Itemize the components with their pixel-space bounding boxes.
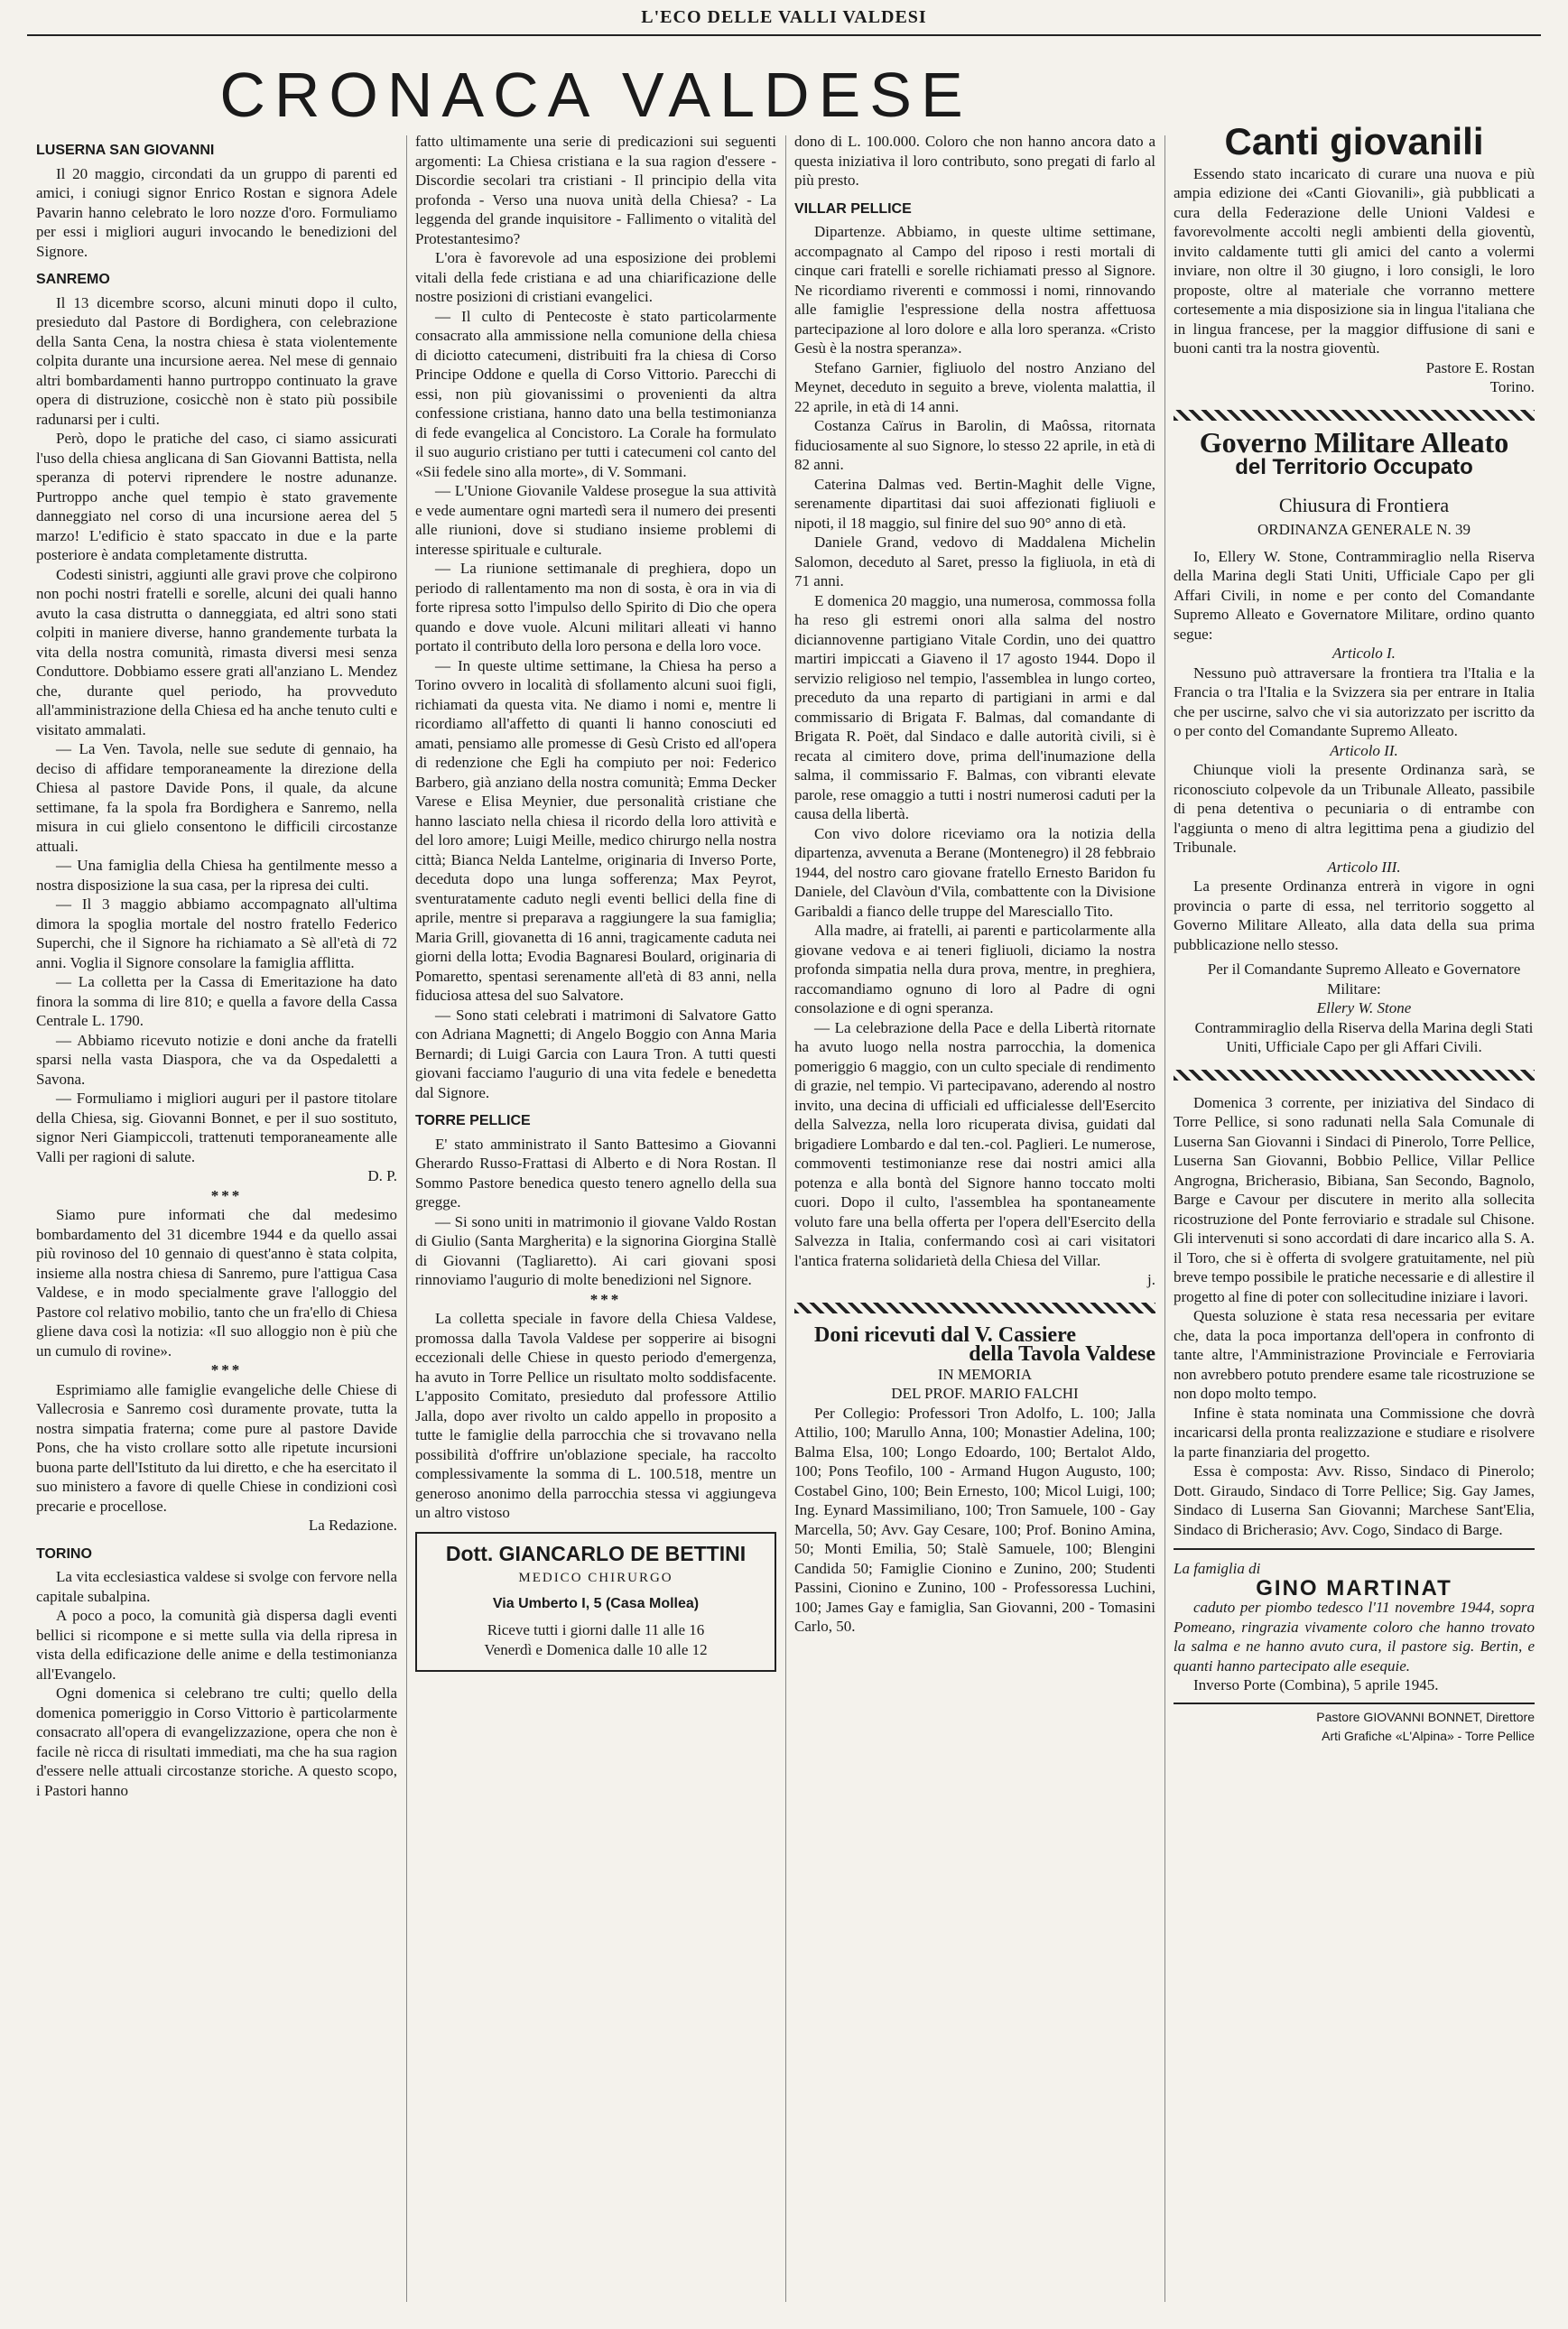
ad-profession: MEDICO CHIRURGO: [518, 1571, 673, 1585]
paragraph: Ogni domenica si celebrano tre culti; quello della domenica pomeriggio in Corso Vittorio è particolarmente consacrato all'opera di evangelizzazione, opera che non è facile nè ricca di risultati immediati, ma che ha sua ragion d'essere nelle attuali circostanze storiche. A questo scopo, i Pastori hanno: [36, 1684, 397, 1799]
paragraph: — Il 3 maggio abbiamo accompagnato all'ultima dimora la spoglia mortale del nostro fratello Federico Superchi, che il Signore ha richiamato a Sè all'età di 72 anni. Voglia il Signore consolare la famiglia afflitta.: [36, 895, 397, 971]
article-heading: Articolo III.: [1327, 858, 1401, 876]
paragraph: Questa soluzione è stata resa necessaria per evitare che, data la poca importanza dell'opera in confronto di tante altre, l'Amministrazione Provinciale e Ferroviaria non avrebbero potuto prendere esame tale ricostruzione se non dopo molto tempo.: [1174, 1307, 1535, 1402]
separator-stars: ***: [210, 1186, 243, 1204]
paragraph: — La Ven. Tavola, nelle sue sedute di gennaio, ha deciso di affidare temporaneamente la direzione della Chiesa al pastore Davide Pons, il quale, da alcune settimane, fa la spola fra Bordighera e Sanremo, nella misura in cui glielo consentono le difficili circostanze attuali.: [36, 740, 397, 855]
divider: [1174, 1548, 1535, 1550]
column-1: [36, 132, 397, 1800]
paragraph: dono di L. 100.000. Coloro che non hanno ancora dato a questa iniziativa il loro contributo, sono pregati di farlo al più presto.: [794, 133, 1155, 189]
paragraph: — Abbiamo ricevuto notizie e doni anche da fratelli sparsi nella vasta Diaspora, che va da Ospedaletti a Savona.: [36, 1031, 397, 1088]
paragraph: Domenica 3 corrente, per iniziativa del Sindaco di Torre Pellice, si sono radunati nella Sala Comunale di Luserna San Giovanni i Sindaci di Pinerolo, Torre Pellice, Luserna San Giovanni, Bobbio Pellice, Villar Pellice Angrogna, Bricherasio, Bibiana, San Secondo, Bagnolo, Barge e Cavour per discutere in merito alla sollecita ricostruzione del Ponte ferroviario e stradale sul Chisone. Gli intervenuti si sono accordati di dare incarico alla S. A. il Toro, che si è offerta di svolgere gratuitamente, nel più breve tempo possibile le pratiche necessarie e di allestire il progetto al fine di poter con sollecitudine iniziare i lavori.: [1174, 1093, 1535, 1305]
paragraph: — In queste ultime settimane, la Chiesa ha perso a Torino ovvero in località di sfollamento alcuni suoi figli, richiamati da questa vita. Ne diamo i nomi e, mentre li ricordiamo all'affetto di quanti li hanno conosciuti ed amati, pensiamo alle promesse di Gesù Cristo ed all'opera di redenzione che Egli ha compiuto per noi: Federico Barbero, già anziano della nostra comunità; Emma Decker Varese e Elisa Meynier, due personalità cristiane che hanno lasciato nella chiesa il ricordo della loro attività e del loro amore; Luigi Meille, medico chirurgo nella nostra città; Bianca Nelda Lantelme, originaria di Inverso Porte, deceduta dopo una lunga sofferenza; Max Peyrot, sventuratamente caduto negli eventi bellici della fine di aprile, mentre si preparava a raggiungere la sua famiglia; Maria Grill, giovanetta di 16 anni, tragicamente caduta nei giorni della lotta; Evodia Bagnaresi Boulard, originaria di Pomaretto, spentasi serenamente all'età di 83 anni, nella fiduciosa attesa del suo Salvatore.: [415, 656, 776, 1004]
ad-address: Via Umberto I, 5 (Casa Mollea): [492, 1595, 700, 1611]
ordinance-heading: Chiusura di Frontiera: [1278, 493, 1450, 516]
footer-director: Pastore GIOVANNI BONNET, Direttore: [1316, 1709, 1535, 1724]
signatory-title: Contrammiraglio della Riserva della Marina degli Stati Uniti, Ufficiale Capo per gli Affari Civili.: [1194, 1018, 1534, 1055]
ornamental-divider: [794, 1303, 1155, 1313]
column-rule: [785, 135, 786, 2302]
signature: D. P.: [367, 1167, 397, 1184]
paragraph: — Una famiglia della Chiesa ha gentilmente messo a nostra disposizione la sua casa, per la ripresa dei culti.: [36, 857, 397, 894]
paragraph: E domenica 20 maggio, una numerosa, commossa folla ha reso gli estremi onori alla salma del nostro diciannovenne partigiano Vitale Cordin, uno dei quattro martiri impiccati a Giaveno il 17 agosto 1944. Dopo il servizio religioso nel tempio, l'assemblea in lungo corteo, preceduto da una reparto di partigiani in armi e dal commissario di Brigata F. Balmas, dal comandante di Brigata R. Poët, dal Sindaco e dalle autorità civili, si è recata al cimitero dove, prima dell'inumazione della salma, il commissario F. Balmas, con vibranti elevate parole, rese omaggio a tutti i nostri numerosi caduti per la causa della libertà.: [794, 591, 1155, 822]
notice-place-date: Inverso Porte (Combina), 5 aprile 1945.: [1193, 1676, 1439, 1693]
paragraph: — L'Unione Giovanile Valdese prosegue la sua attività e vede aumentare ogni martedì sera il numero dei presenti alle riunioni, dove si studiano insieme problemi di interesse spirituale e culturale.: [415, 482, 776, 558]
ornamental-divider: [1174, 1070, 1535, 1081]
paragraph: A poco a poco, la comunità già dispersa dagli eventi bellici si ricompone e si mette sulla via della ripresa in vista della edificazione delle anime e della testimonianza all'Evangelo.: [36, 1607, 397, 1683]
divider: [1174, 1703, 1535, 1704]
section-heading: VILLAR PELLICE: [794, 200, 912, 217]
donation-title: Doni ricevuti dal V. Cassiere: [814, 1322, 1077, 1347]
masthead: CRONACA VALDESE: [219, 60, 972, 130]
signature-place: Torino.: [1489, 378, 1535, 395]
column-rule: [1164, 135, 1165, 2302]
paragraph: L'ora è favorevole ad una esposizione dei problemi vitali della fede cristiana e ad una chiarificazione delle nostre posizioni di cristiani evangelici.: [415, 249, 776, 305]
section-heading: TORINO: [36, 1545, 92, 1562]
ad-hours: Venerdì e Domenica dalle 10 alle 12: [484, 1640, 708, 1658]
donation-professor: DEL PROF. MARIO FALCHI: [891, 1385, 1079, 1402]
section-subtitle: del Territorio Occupato: [1235, 455, 1473, 479]
article-heading: Articolo II.: [1330, 741, 1398, 759]
signature: La Redazione.: [308, 1517, 397, 1534]
paragraph: Daniele Grand, vedovo di Maddalena Michelin Salomon, deceduto al Saret, presso la figliuola, in età di 71 anni.: [794, 534, 1155, 589]
paragraph: — La colletta per la Cassa di Emeritazione ha dato finora la somma di lire 810; e quella a favore della Cassa Centrale L. 1790.: [36, 973, 397, 1029]
paragraph: Essa è composta: Avv. Risso, Sindaco di Pinerolo; Dott. Giraudo, Sindaco di Torre Pellice; Sig. Gay James, Sindaco di Luserna San Giovanni; Marchese Sant'Elia, Sindaco di Bricherasio; Avv. Cogo, Sindaco di Barge.: [1174, 1462, 1535, 1538]
paragraph: Però, dopo le pratiche del caso, ci siamo assicurati l'uso della chiesa anglicana di San Giovanni Battista, nella speranza di potervi riprendere le nostre adunanze. Purtroppo anche quel tempio è stato gravemente danneggiato nel corso di una incursione aerea del 5 marzo! L'edificio è stato spaccato in due e la parte posteriore è andata completamente distrutta.: [36, 430, 397, 563]
section-heading: SANREMO: [36, 272, 110, 287]
column-2: [415, 132, 776, 1672]
paragraph: Con vivo dolore riceviamo ora la notizia della dipartenza, avvenuta a Berane (Montenegro) il 28 febbraio 1944, del nostro caro giovane fratello Ernesto Baridon fu Daniele, del Clavòun d'Vila, combattente con la Divisione Garibaldi a fianco delle truppe del Maresciallo Tito.: [794, 824, 1155, 920]
paragraph: Il 20 maggio, circondati da un gruppo di parenti ed amici, i coniugi signor Enrico Rostan e signora Adele Pavarin hanno celebrato le loro nozze d'oro. Formuliamo per essi i migliori auguri invocando le benedizioni del Signore.: [36, 164, 397, 260]
notice-name: GINO MARTINAT: [1256, 1575, 1452, 1601]
paragraph: — Il culto di Pentecoste è stato particolarmente consacrato alla ammissione nella comunione della chiesa di diciotto catecumeni, distribuiti fra la chiesa di Corso Principe Oddone e quella di Corso Vittorio. Parecchi di essi, non più giovanissimi o provenienti da altra confessione cristiana, hanno dato una bella testimonianza di fede evangelica al Concistoro. La Corale ha formulato il suo augurio cristiano per tutti i catecumeni col canto del «Sii fedele sino alla morte», di V. Sommani.: [415, 307, 776, 480]
paragraph: La presente Ordinanza entrerà in vigore in ogni provincia o parte di essa, nel territorio soggetto al Governo Militare Alleato, alla data della sua prima pubblicazione nello stesso.: [1174, 877, 1535, 953]
paragraph: Alla madre, ai fratelli, ai parenti e particolarmente alla giovane vedova e ai teneri figliuoli, diciamo la nostra profonda simpatia nella dura prova, mentre, in preghiera, raccomandiamo ognuno di loro al Padre di ogni consolazione e di ogni speranza.: [794, 922, 1155, 1016]
paragraph: Dipartenze. Abbiamo, in queste ultime settimane, accompagnato al Campo del riposo i resti mortali di cinque cari fratelli e sorelle richiamati presso al Signore. Ne ricordiamo riverenti e commossi i nomi, rinnovando alle famiglie l'espressione della nostra affettuosa partecipazione al loro dolore e alla loro speranza. «Cristo Gesù è la nostra speranza».: [794, 223, 1155, 357]
paragraph: Io, Ellery W. Stone, Contrammiraglio nella Riserva della Marina degli Stati Uniti, Ufficiale Capo per gli Affari Civili, in nome e per conto del Comandante Supremo Alleato e Governatore Militare, ordino quanto segue:: [1174, 547, 1535, 643]
paragraph: — Formuliamo i migliori auguri per il pastore titolare della Chiesa, sig. Giovanni Bonnet, e per il suo sostituto, signor Neri Giampiccoli, trattenuti temporaneamente alle Valli per ragioni di salute.: [36, 1090, 397, 1165]
paragraph: — La celebrazione della Pace e della Libertà ritornate ha avuto luogo nella nostra parrocchia, la domenica pomeriggio 6 maggio, con un culto speciale di rendimento di grazie, nel tempio. Vi partecipavano, aderendo al nostro invito, una decina di ufficiali ed ufficialesse dell'Esercito della Salvezza, nella loro ricuperata divisa, guidati dal brigadiere Lombardo e dal ten.-col. Paglieri. Le numerose, commoventi testimonianze rese dai nostri amici alla potenza e alla bontà del Signore hanno toccato molti cuori. Dopo il culto, l'assemblea ha spontaneamente voluto fare una bella offerta per l'opera dell'Esercito della Salvezza in Italia, confermando così ai cari visitatori l'antica fraterna solidarietà della Chiesa del Villar.: [794, 1018, 1155, 1269]
donation-memoriam: IN MEMORIA: [937, 1365, 1033, 1383]
ornamental-divider: [1174, 410, 1535, 421]
footer-printer: Arti Grafiche «L'Alpina» - Torre Pellice: [1322, 1729, 1535, 1743]
section-heading: LUSERNA SAN GIOVANNI: [36, 143, 215, 158]
paragraph: Costanza Caïrus in Barolin, di Maôssa, ritornata fiduciosamente al suo Signore, lo stesso 22 aprile, in età di 82 anni.: [794, 417, 1155, 473]
column-rule: [406, 135, 407, 2302]
article-heading: Articolo I.: [1332, 645, 1396, 662]
paragraph: Codesti sinistri, aggiunti alle gravi prove che colpirono non pochi nostri fratelli e sorelle, alcuni dei quali hanno avuto la casa distrutta o danneggiata, ed altri sono stati colpiti in maniere diverse, hanno grandemente turbata la vita della nostra comunità, rimasta diversi mesi senza Conduttore. Dobbiamo essere grati all'anziano L. Mendez che, durante quel periodo, ha provveduto all'amministrazione della Chiesa ed ha anche tenuto culti e visitato ammalati.: [36, 565, 397, 738]
paragraph: E' stato amministrato il Santo Battesimo a Giovanni Gherardo Russo-Frattasi di Alberto e di Nora Rostan. Il Sommo Pastore benedica questo tenero agnello della sua gregge.: [415, 1135, 776, 1211]
notice-intro: La famiglia di: [1174, 1560, 1261, 1577]
paragraph: Infine è stata nominata una Commissione che dovrà incaricarsi della pronta realizzazione e studiare e risolvere la parte finanziaria del progetto.: [1174, 1404, 1535, 1461]
separator-stars: ***: [589, 1290, 622, 1308]
paragraph: — La riunione settimanale di preghiera, dopo un periodo di rallentamento ma non di sosta, è ora in via di forte ripresa sotto l'impulso dello Spirito di Dio che opera quando e dove vuole. Alcuni militari alleati vi hanno portato il contributo della loro persona e della loro voce.: [415, 560, 776, 654]
section-heading: TORRE PELLICE: [415, 1113, 531, 1128]
section-title: Governo Militare Alleato: [1199, 425, 1509, 459]
paragraph: Caterina Dalmas ved. Bertin-Maghit delle Vigne, serenamente dipartitasi dai suoi affezionati figliuoli e nipoti, il 18 maggio, sul finire del suo 90° anno di età.: [794, 475, 1155, 532]
paragraph: Chiunque violi la presente Ordinanza sarà, se riconosciuto colpevole da un Tribunale Alleato, passibile di pena detentiva o pecuniaria o di entrambe con l'aggiunta o meno di altra legittima pena a giudizio del Tribunale.: [1174, 761, 1535, 856]
paragraph: La colletta speciale in favore della Chiesa Valdese, promossa dalla Tavola Valdese per sopperire ai bisogni eccezionali delle Chiese in questo periodo d'emergenza, ha avuto in Torre Pellice un risultato molto soddisfacente. L'apposito Comitato, presieduto dal professore Attilio Jalla, dopo aver rivolto un caldo appello in proposito a tutte le famiglie della parrocchia che si trovavano nella possibilità d'offrire un'oblazione speciale, ha raccolto complessivamente la somma di L. 100.518, mentre un generoso anonimo della parrocchia stessa vi aggiungeva un altro vistoso: [415, 1310, 776, 1521]
paragraph: Il 13 dicembre scorso, alcuni minuti dopo il culto, presieduto dal Pastore di Bordighera, con celebrazione della Santa Cena, la nostra chiesa è stata violentemente colpita durante una incursione aerea. Nel mese di gennaio altri bombardamenti hanno purtroppo continuato la grave opera di distruzione, cosicchè non è stato più possibile radunarsi per i culti.: [36, 293, 397, 428]
ad-hours: Riceve tutti i giorni dalle 11 alle 16: [487, 1621, 705, 1638]
column-4: [1174, 120, 1535, 1747]
paragraph: — Si sono uniti in matrimonio il giovane Valdo Rostan di Giulio (Santa Margherita) e la signorina Giorgina Stallè di Giovanni (Tagliaretto). Ai cari giovani sposi rinnoviamo l'augurio di molte benedizioni nel Signore.: [415, 1212, 776, 1288]
signature: Pastore E. Rostan: [1425, 358, 1535, 376]
paragraph: Siamo pure informati che dal medesimo bombardamento del 31 dicembre 1944 e da quello assai più rovinoso del 10 gennaio di quest'anno è stata colpita, insieme alla nostra chiesa di Sanremo, pure l'attigua Casa Valdese, e in modo specialmente grave l'alloggio del Pastore col relativo mobilio, tanto che un fra'ello di Chiesa gliene dava così la notizia: «Il suo alloggio non è più che un cumulo di rovine».: [36, 1206, 397, 1359]
paragraph: Essendo stato incaricato di curare una nuova e più ampia edizione dei «Canti Giovanili», già pubblicati a cura della Federazione delle Unioni Valdesi e favorevolmente accolti negli ambienti della gioventù, invito caldamente tutti gli amici del canto a volermi inviare, non oltre il 30 giugno, i loro consigli, le loro proposte, oltre al materiale che vorranno mettere cortesemente a mia disposizione sia in lingua l'italiana che in lingua francese, per la maggior diffusione di sani e buoni canti tra la nostra gioventù.: [1174, 164, 1535, 357]
ordinance-number: ORDINANZA GENERALE N. 39: [1257, 521, 1471, 538]
doctor-ad: [415, 1532, 776, 1673]
separator-stars: ***: [210, 1361, 243, 1378]
header-rule: [27, 34, 1541, 36]
running-head: L'ECO DELLE VALLI VALDESI: [641, 7, 927, 27]
donation-list: Per Collegio: Professori Tron Adolfo, L. 100; Jalla Attilio, 100; Marullo Anna, 100; Monastier Adelina, 100; Balma Elsa, 100; Longo Edoardo, 100; Bertalot Aldo, 100; Pons Teofilo, 100 - Armand Hugon Augusto, 100; Costabel Gino, 100; Bein Ernesto, 100; Micol Luigi, 100; Ing. Eynard Massimiliano, 100; Tron Samuele, 100 - Gay Marcella, 50; Avv. Gay Cesare, 100; Prof. Bonino Amina, 50; Monti Emilia, 50; Stalè Samuele, 100; Blengini Candida 50; Famiglie Cionino e Zunino, 200; Studenti Passini, Cionino e Zunino, 100 - Professoressa Luchini, 100; James Gay e famiglia, San Giovanni, 200 - Tomasini Carlo, 50.: [794, 1404, 1155, 1635]
signatory-name: Ellery W. Stone: [1316, 999, 1412, 1016]
paragraph: Nessuno può attraversare la frontiera tra l'Italia e la Francia o tra l'Italia e la Svizzera sia per entrare in Italia che per uscirne, salvo che vi sia autorizzato per iscritto da o per conto del Comandante Supremo Alleato.: [1174, 663, 1535, 739]
paragraph: fatto ultimamente una serie di predicazioni sui seguenti argomenti: La Chiesa cristiana e la sua ragion d'essere - Discordie secolari tra cristiani - Il principio della vita profonda - Verso una nuova unità della Chiesa? - La leggenda del grande inquisitore - Fallimento o vitalità del Protestantesimo?: [415, 133, 776, 247]
paragraph: Stefano Garnier, figliuolo del nostro Anziano del Meynet, deceduto in seguito a breve, violenta malattia, il 22 aprile, in età di 14 anni.: [794, 358, 1155, 415]
paragraph: — Sono stati celebrati i matrimoni di Salvatore Gatto con Adriana Magnetti; di Angelo Boggio con Anna Maria Bernardi; di Luigi Garcia con Laura Tron. A tutti questi giovani facciamo l'augurio di una vita fedele e benedetta dal Signore.: [415, 1006, 776, 1101]
signatory-heading: Per il Comandante Supremo Alleato e Governatore Militare:: [1207, 960, 1521, 997]
donation-title: della Tavola Valdese: [969, 1342, 1155, 1366]
paragraph: La vita ecclesiastica valdese si svolge con fervore nella capitale subalpina.: [36, 1568, 397, 1605]
signature: j.: [1147, 1271, 1155, 1288]
paragraph: caduto per piombo tedesco l'11 novembre 1944, sopra Pomeano, ringrazia vivamente coloro che hanno trovato la salma e ne hanno avuto cura, il pastore sig. Bertin, e quanti hanno partecipato alle esequie.: [1174, 1599, 1535, 1675]
section-title: Canti giovanili: [1224, 120, 1484, 162]
column-3: [794, 132, 1155, 1637]
paragraph: Esprimiamo alle famiglie evangeliche delle Chiese di Vallecrosia e Sanremo così duramente provate, tutta la nostra simpatia fraterna; come pure al pastore Davide Pons, che ha visto crollare sotto alle ripetute incursioni buona parte dell'Istituto da lui diretto, e che ha esercitato il suo ministero a favore di quelle Chiese in condizioni così precarie e procellose.: [36, 1380, 397, 1515]
ad-name: Dott. GIANCARLO DE BETTINI: [445, 1541, 747, 1565]
